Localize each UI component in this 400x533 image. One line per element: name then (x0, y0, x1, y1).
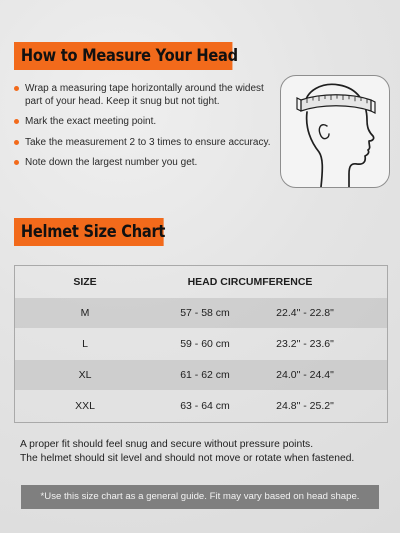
measure-step (14, 116, 276, 129)
head-measuring-tape-icon (281, 76, 389, 187)
fit-note (20, 438, 380, 465)
measure-step (14, 157, 276, 170)
fit-note-line: The helmet should sit level and should not move or rotate when fastened. (20, 452, 355, 464)
table-row (15, 329, 387, 359)
measure-step (14, 83, 276, 108)
inches-cell: 23.2" - 23.6" (276, 338, 334, 350)
cm-cell: 59 - 60 cm (180, 338, 230, 350)
table-row (15, 298, 387, 328)
column-header-circumference: HEAD CIRCUMFERENCE (187, 276, 313, 288)
size-cell: XXL (75, 400, 95, 412)
size-cell: L (82, 338, 88, 350)
inches-cell: 24.8" - 25.2" (276, 400, 334, 412)
disclaimer-bar: *Use this size chart as a general guide. Fit may vary based on head shape. (21, 485, 379, 509)
inches-cell: 24.0" - 24.4" (276, 369, 334, 381)
inches-cell: 22.4" - 22.8" (276, 307, 334, 319)
measure-section-title: How to Measure Your Head (14, 42, 232, 70)
table-row (15, 391, 387, 421)
size-cell: XL (78, 369, 92, 381)
measure-step-text: Wrap a measuring tape horizontally around the widest part of your head. Keep it snug but not tight. (25, 83, 264, 107)
bullet-icon (14, 119, 19, 124)
fit-note-line: A proper fit should feel snug and secure without pressure points. (20, 439, 314, 450)
measure-step-text: Note down the largest number you get. (25, 157, 198, 168)
size-chart-table (14, 265, 388, 423)
bullet-icon (14, 86, 19, 91)
measure-step (14, 137, 276, 150)
size-cell: M (80, 307, 90, 319)
size-chart-title: Helmet Size Chart (14, 218, 164, 246)
table-row (15, 360, 387, 390)
bullet-icon (14, 160, 19, 165)
measure-steps-list (14, 83, 276, 178)
cm-cell: 57 - 58 cm (180, 307, 230, 319)
head-illustration-card (280, 75, 390, 188)
table-header-row (15, 266, 387, 298)
measure-step-text: Take the measurement 2 to 3 times to ensure accuracy. (25, 136, 271, 148)
column-header-size: SIZE (73, 276, 97, 288)
bullet-icon (14, 140, 19, 145)
measure-step-text: Mark the exact meeting point. (25, 116, 157, 127)
cm-cell: 61 - 62 cm (180, 369, 230, 381)
cm-cell: 63 - 64 cm (180, 400, 230, 412)
